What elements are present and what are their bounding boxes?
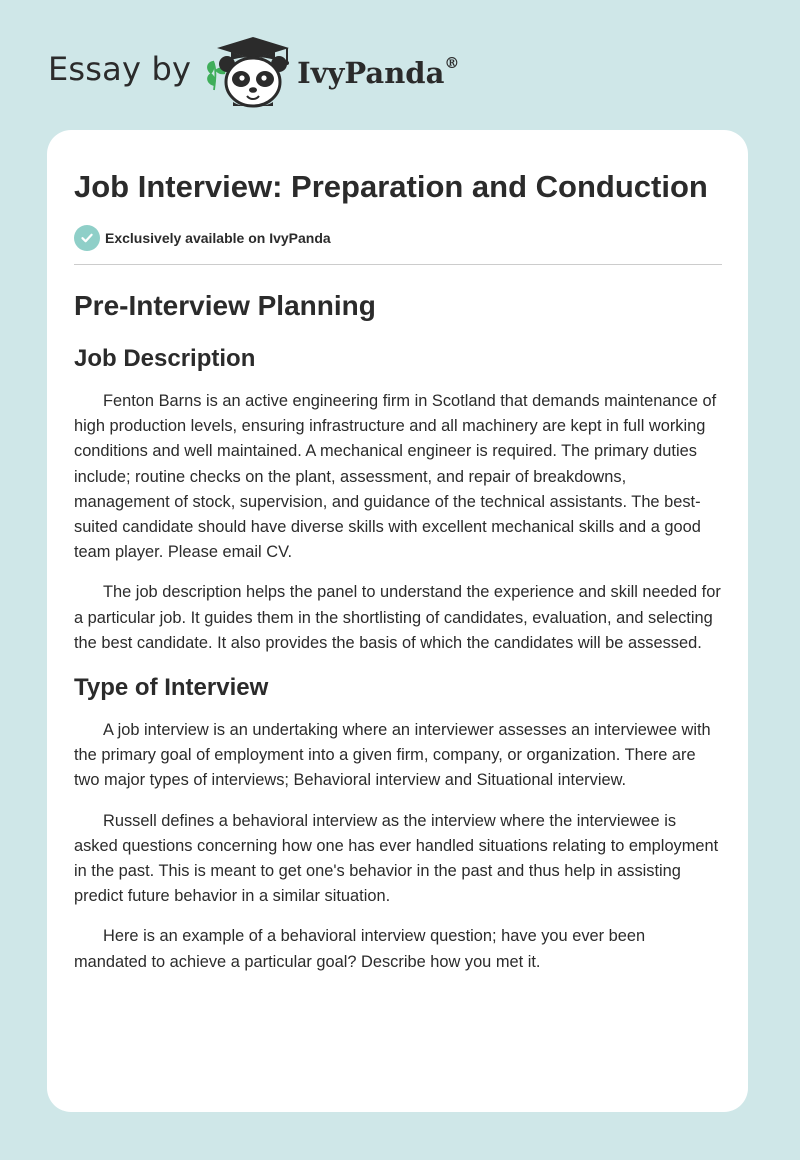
essay-card	[47, 130, 748, 1112]
paragraph: The job description helps the panel to understand the experience and skill needed for a particular job. It guides them in the shortlisting of candidates, evaluation, and selecting the best candidate. It also provides the basis of which the candidates will be assessed.	[74, 583, 721, 652]
essay-title: Job Interview: Preparation and Conduction	[74, 169, 708, 204]
paragraph: Fenton Barns is an active engineering firm in Scotland that demands maintenance of high production levels, ensuring infrastructure and all machinery are kept in full working conditions and well maintained. A mechanical engineer is required. The primary duties include; routine checks on the plant, assessment, and repair of breakdowns, management of stock, supervision, and guidance of the technical assistants. The best-suited candidate should have diverse skills with excellent mechanical skills and a good team player. Please email CV.	[74, 392, 717, 562]
essay-by-label: Essay by	[48, 50, 192, 88]
subsection-heading: Job Description	[74, 345, 256, 372]
check-icon	[74, 225, 100, 251]
title-divider	[74, 264, 722, 265]
paragraph: A job interview is an undertaking where an interviewer assesses an interviewee with the primary goal of employment into a given firm, company, or organization. There are two major types of interviews; Behavioral interview and Situational interview.	[74, 721, 711, 790]
exclusive-badge	[74, 224, 722, 252]
section-heading: Pre-Interview Planning	[74, 290, 376, 321]
brand-name[interactable]: IvyPanda®	[297, 54, 460, 90]
ivypanda-logo-icon[interactable]	[203, 30, 295, 110]
registered-mark: ®	[444, 54, 460, 72]
subsection-heading: Type of Interview	[74, 674, 269, 702]
paragraph: Here is an example of a behavioral interview question; have you ever been mandated to achieve a particular goal? Describe how you met it.	[74, 927, 646, 971]
paragraph: Russell defines a behavioral interview as the interview where the interviewee is asked questions concerning how one has ever handled situations relating to employment in the past. This is meant to get one's behavior in the past and thus help in assisting predict future behavior in a similar situation.	[74, 811, 719, 906]
site-header	[48, 30, 459, 110]
exclusive-badge-text: Exclusively available on IvyPanda	[105, 230, 331, 246]
